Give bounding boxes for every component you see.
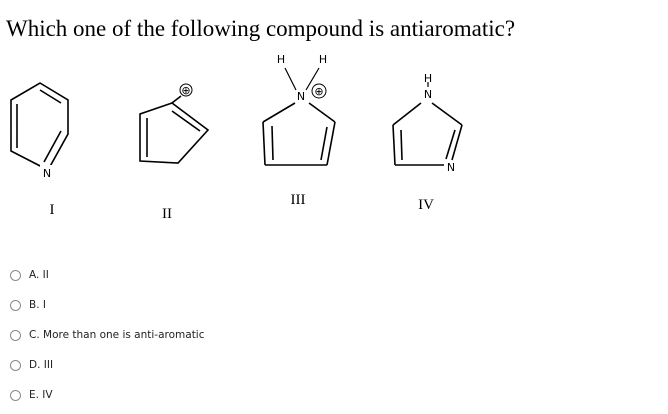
- structure-cyclopentadienyl-cation: [140, 84, 208, 222]
- question-text: Which one of the following compound is antiaromatic?: [6, 16, 516, 41]
- structure-imidazole: [393, 72, 462, 213]
- option-label: D. III: [29, 359, 54, 371]
- option-c[interactable]: [10, 320, 205, 350]
- structure-number: II: [162, 206, 172, 222]
- atom-label: N: [446, 161, 456, 174]
- atom-label: N: [423, 88, 433, 101]
- structure-pyrrolium: [263, 53, 335, 208]
- option-label: C. More than one is anti-aromatic: [29, 329, 205, 341]
- option-a[interactable]: [10, 260, 205, 290]
- radio-button[interactable]: [10, 390, 21, 401]
- option-label: A. II: [29, 269, 49, 281]
- atom-label: N: [296, 90, 306, 103]
- radio-button[interactable]: [10, 330, 21, 341]
- structure-pyridine: [11, 83, 68, 218]
- option-label: E. IV: [29, 389, 53, 401]
- atom-label: H: [276, 53, 286, 66]
- structure-number: I: [49, 202, 55, 218]
- structure-number: III: [290, 192, 306, 208]
- atom-label: H: [318, 53, 328, 66]
- atom-label: H: [423, 72, 433, 85]
- option-label: B. I: [29, 299, 46, 311]
- option-e[interactable]: [10, 380, 205, 410]
- atom-label: N: [42, 167, 52, 180]
- radio-button[interactable]: [10, 300, 21, 311]
- charge-label: ⊕: [181, 84, 191, 97]
- radio-button[interactable]: [10, 360, 21, 371]
- answer-options: [10, 260, 205, 410]
- option-d[interactable]: [10, 350, 205, 380]
- radio-button[interactable]: [10, 270, 21, 281]
- structure-number: IV: [418, 197, 434, 213]
- charge-label: ⊕: [314, 85, 324, 98]
- option-b[interactable]: [10, 290, 205, 320]
